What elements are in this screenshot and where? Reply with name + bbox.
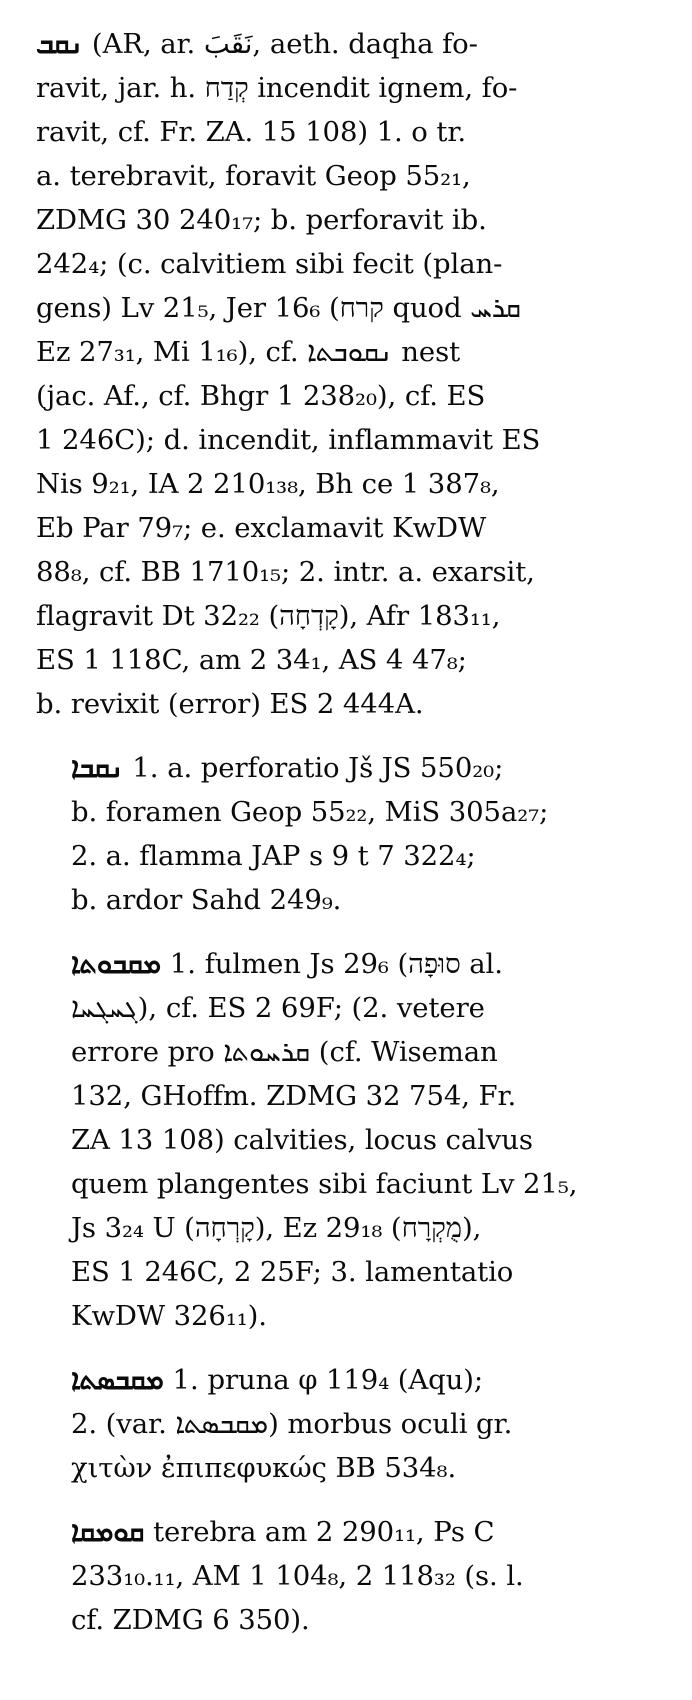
entry-line: cf. ZDMG 6 350). bbox=[71, 1604, 310, 1636]
dictionary-entry bbox=[36, 22, 664, 726]
entry-line: gens) Lv 21₅, Jer 16₆ (קרח quod ܩܪܚ bbox=[36, 292, 521, 324]
entry-line: 88₈, cf. BB 1710₁₅; 2. intr. a. exarsit, bbox=[36, 556, 535, 588]
entry-text: 1. a. perforatio Jš JS 550₂₀; bbox=[132, 752, 504, 784]
entry-line: errore pro ܩܪܚܘܬܐ (cf. Wiseman bbox=[71, 1036, 498, 1068]
entry-line: 2. a. flamma JAP s 9 t 7 322₄; bbox=[71, 840, 476, 872]
entry-line: ZA 13 108) calvities, locus calvus bbox=[71, 1124, 533, 1156]
lemma-headword: ܩܘܡܩܐ bbox=[71, 1516, 145, 1548]
entry-line bbox=[71, 942, 664, 986]
entry-line bbox=[71, 1358, 664, 1402]
dictionary-subentry bbox=[71, 942, 664, 1338]
entry-line: a. terebravit, foravit Geop 55₂₁, bbox=[36, 160, 471, 192]
entry-line: ܓܚܓܚܐ), cf. ES 2 69F; (2. vetere bbox=[71, 992, 485, 1024]
entry-line: 1 246C); d. incendit, inflammavit ES bbox=[36, 424, 541, 456]
entry-line: ravit, jar. h. קְדַח incendit ignem, fo- bbox=[36, 72, 518, 104]
entry-line: Js 3₂₄ U (קָרְחָה), Ez 29₁₈ (מֻקְרָח), bbox=[71, 1212, 482, 1244]
entry-line: KwDW 326₁₁). bbox=[71, 1300, 267, 1332]
entry-line: b. revixit (error) ES 2 444A. bbox=[36, 688, 424, 720]
entry-line: 132, GHoffm. ZDMG 32 754, Fr. bbox=[71, 1080, 517, 1112]
entry-line bbox=[71, 746, 664, 790]
entry-line: quem plangentes sibi faciunt Lv 21₅, bbox=[71, 1168, 578, 1200]
entry-line: ES 1 246C, 2 25F; 3. lamentatio bbox=[71, 1256, 514, 1288]
entry-line: ES 1 118C, am 2 34₁, AS 4 47₈; bbox=[36, 644, 467, 676]
entry-line: (jac. Af., cf. Bhgr 1 238₂₀), cf. ES bbox=[36, 380, 486, 412]
lemma-headword: ܢܩܒ bbox=[36, 28, 84, 60]
entry-line: Nis 9₂₁, IA 2 210₁₃₈, Bh ce 1 387₈, bbox=[36, 468, 500, 500]
lemma-headword: ܢܩܒܐ bbox=[71, 752, 124, 784]
dictionary-subentry bbox=[71, 1358, 664, 1490]
entry-text: terebra am 2 290₁₁, Ps C bbox=[153, 1516, 495, 1548]
entry-line: b. foramen Geop 55₂₂, MiS 305a₂₇; bbox=[71, 796, 549, 828]
entry-text: 1. fulmen Js 29₆ (סוּפָה al. bbox=[169, 948, 503, 980]
entry-line: ZDMG 30 240₁₇; b. perforavit ib. bbox=[36, 204, 487, 236]
dictionary-subentry bbox=[71, 746, 664, 922]
entry-text: (AR, ar. نَقَبَ, aeth. daqha fo- bbox=[91, 28, 478, 60]
lemma-headword: ܡܩܒܣܬܐ bbox=[71, 1364, 164, 1396]
entry-line: flagravit Dt 32₂₂ (קָדְחָה), Afr 183₁₁, bbox=[36, 600, 501, 632]
dictionary-subentry bbox=[71, 1510, 664, 1642]
entry-line bbox=[71, 1510, 664, 1554]
entry-line: Ez 27₃₁, Mi 1₁₆), cf. ܢܩܘܒܬܐ nest bbox=[36, 336, 461, 368]
entry-line bbox=[36, 22, 664, 66]
lemma-headword: ܡܩܒܘܬܐ bbox=[71, 948, 162, 980]
entry-line: 233₁₀.₁₁, AM 1 104₈, 2 118₃₂ (s. l. bbox=[71, 1560, 524, 1592]
entry-line: ravit, cf. Fr. ZA. 15 108) 1. o tr. bbox=[36, 116, 467, 148]
entry-line: χιτὼν ἐπιπεφυκώς BB 534₈. bbox=[71, 1452, 457, 1484]
entry-line: 2. (var. ܡܩܒܣܬܐ) morbus oculi gr. bbox=[71, 1408, 513, 1440]
entry-line: b. ardor Sahd 249₉. bbox=[71, 884, 342, 916]
entry-line: 242₄; (c. calvitiem sibi fecit (plan- bbox=[36, 248, 503, 280]
entry-line: Eb Par 79₇; e. exclamavit KwDW bbox=[36, 512, 487, 544]
entry-text: 1. pruna φ 119₄ (Aqu); bbox=[172, 1364, 484, 1396]
